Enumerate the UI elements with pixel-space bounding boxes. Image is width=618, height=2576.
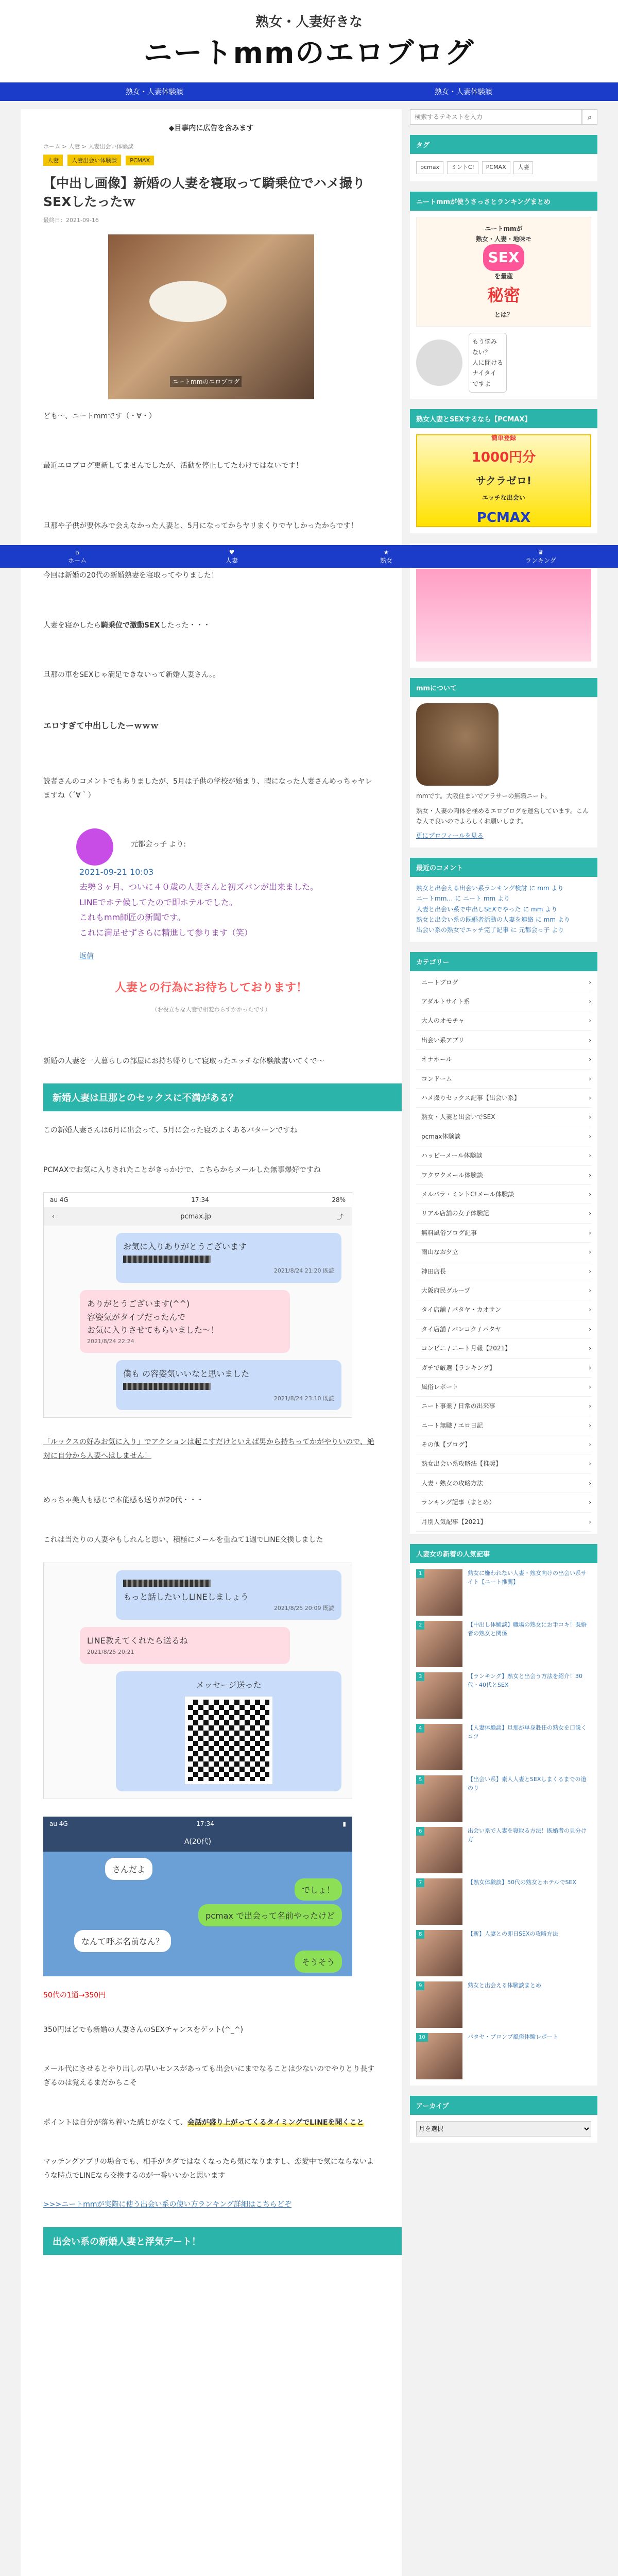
banner-line: ニートmmが xyxy=(485,225,523,232)
bubble-text: ありがとうございます(^^) 容姿気がタイプだったんで お気に入りさせてもらいました〜！ xyxy=(87,1299,219,1335)
banner-line: とは？ xyxy=(494,311,513,318)
paragraph: メール代にさせるとやり出しの早いセンスがあっても出会いにまでなることは少ないのでやりとり長すぎるのは覚えるまだからこそ xyxy=(43,2065,375,2087)
recommend-widget xyxy=(410,192,597,399)
speech-line: ナイタイ xyxy=(472,369,496,377)
category-link[interactable] xyxy=(416,1050,591,1069)
redaction-mark xyxy=(123,1256,211,1263)
price-text: 50代の1通→350円 xyxy=(43,1991,106,2000)
section-heading: 新婚人妻は旦那とのセックスに不満がある？ xyxy=(43,1083,402,1111)
category-link[interactable] xyxy=(416,1359,591,1378)
rank-badge: 4 xyxy=(416,1724,424,1733)
sticky-nav-wife[interactable] xyxy=(154,545,309,568)
bubble-date: 2021/8/25 20:09 既読 xyxy=(273,1604,334,1612)
comment-link[interactable]: 出会い系の熟女でエッチ完了記事 に 元都会っ子 より xyxy=(416,926,564,934)
popular-title[interactable]: 出会い系で人妻を寝取る方法！既婚者の見分け方 xyxy=(468,1827,587,1843)
bubble-text: もっと話したいしLINEしましょう xyxy=(123,1592,249,1602)
comment-line: LINEでホテ候してたので即ホテルでした。 xyxy=(79,897,237,907)
bubble-date: 2021/8/24 23:10 既読 xyxy=(273,1395,334,1402)
category-link[interactable] xyxy=(416,1378,591,1397)
chevron-right-icon: › xyxy=(589,1460,591,1468)
ranking-link[interactable]: >>>ニートmmが実際に使う出会い系の使い方ランキング詳細はこちらどぞ xyxy=(43,2200,292,2209)
article-date: 最終日：2021-09-16 xyxy=(43,216,99,224)
rank-badge: 10 xyxy=(416,2033,428,2042)
popular-thumb[interactable] xyxy=(416,1672,462,1719)
paragraph xyxy=(43,619,379,633)
comment-link[interactable]: 人妻と出会い系で中出しSEXでやった に mm より xyxy=(416,905,558,913)
paragraph: 最近エロブログ更新してませんでしたが、活動を停止してたわけではないです！ xyxy=(43,462,303,470)
paragraph: マッチングアプリの場合でも、相手がタダではなくなったら気になりますし、恋愛中で気にならないような時点でLINEなら交換するのが一番いいかと思います xyxy=(43,2158,374,2180)
section-heading: 出会い系の新婚人妻と浮気デート！ xyxy=(43,2227,402,2255)
category-badge[interactable]: 人妻出会い体験談 xyxy=(67,155,121,166)
line-message: さんだよ xyxy=(105,1858,152,1880)
avatar xyxy=(76,828,113,866)
rank-badge: 2 xyxy=(416,1621,424,1630)
category-link[interactable] xyxy=(416,1127,591,1146)
widget-title: カテゴリー xyxy=(410,952,597,971)
chevron-right-icon: › xyxy=(589,1152,591,1160)
sticky-nav-label: 熟女 xyxy=(380,556,392,564)
category-link[interactable] xyxy=(416,1031,591,1050)
chevron-right-icon: › xyxy=(589,1479,591,1487)
bubble-date: 2021/8/24 22:24 xyxy=(87,1337,134,1345)
stamp-text: 人妻との行為にお待ちしております！ xyxy=(114,981,307,994)
bubble-text: LINE教えてくれたら送るね xyxy=(87,1636,188,1646)
category-label: タイ店舗 / バンコク / パタヤ xyxy=(421,1325,502,1333)
popular-thumb[interactable] xyxy=(416,1569,462,1616)
popular-title[interactable]: 【ランキング】熟女と出会う方法を紹介！30代・40代とSEX xyxy=(468,1673,582,1688)
rank-badge: 8 xyxy=(416,1930,424,1939)
paragraph: 「ルックスの好みお気に入り」でアクションは起こすだけといえば男から持ちってかがやりいので、絶対に自分から人妻へはしません！ xyxy=(43,1438,374,1460)
category-label: コンドーム xyxy=(421,1075,453,1082)
paragraph: これは当たりの人妻やもしれんと思い、積極にメールを重ねて1週でLINE交換しました xyxy=(43,1536,323,1544)
carrier-text: au 4G xyxy=(49,1820,68,1828)
paragraph: PCMAXでお気に入りされたことがきっかけで、こちらからメールした無事爆好ですね xyxy=(43,1165,321,1174)
category-label: ガチで厳選【ランキング】 xyxy=(421,1364,496,1371)
tag-link[interactable]: PCMAX xyxy=(482,161,510,174)
popular-title[interactable]: 【出会い系】素人人妻とSEXしまくるまでの道のり xyxy=(468,1776,587,1791)
popular-widget xyxy=(410,1544,597,2086)
search-widget xyxy=(410,109,597,125)
banner-line: 秘密 xyxy=(487,285,520,306)
chevron-right-icon: › xyxy=(589,1056,591,1063)
chevron-right-icon: › xyxy=(589,1345,591,1352)
comment-date[interactable]: 2021-09-21 10:03 xyxy=(79,867,154,877)
popular-thumb[interactable] xyxy=(416,1827,462,1873)
comment-body xyxy=(79,865,379,963)
breadcrumb[interactable]: ホーム > 人妻 > 人妻出会い体験談 xyxy=(43,143,134,150)
category-label: リアル店舗の女子体験記 xyxy=(421,1210,489,1217)
comment-link[interactable]: 熟女と出会える出会い系ランキング検討 に mm より xyxy=(416,884,564,892)
category-link[interactable] xyxy=(416,1070,591,1089)
search-button[interactable] xyxy=(582,109,597,125)
category-link[interactable] xyxy=(416,1185,591,1204)
profile-text: mmです。大阪住まいでアラサーの無職ニート。 xyxy=(416,792,551,800)
chevron-right-icon: › xyxy=(589,1267,591,1275)
url-text: pcmax.jp xyxy=(180,1212,211,1221)
category-link[interactable] xyxy=(416,973,591,992)
category-link[interactable] xyxy=(416,1339,591,1358)
popular-title[interactable]: パタヤ・プロンプ風俗体験レポート xyxy=(468,2033,558,2041)
bubble-text: お気に入りありがとうございます xyxy=(123,1242,247,1252)
global-nav xyxy=(0,82,618,101)
search-input[interactable] xyxy=(410,109,582,125)
status-bar xyxy=(43,1817,352,1831)
category-link[interactable] xyxy=(416,1320,591,1339)
category-link[interactable] xyxy=(416,1474,591,1493)
category-label: タイ店舗 / パタヤ・カオサン xyxy=(421,1306,501,1314)
chat-bubble-right xyxy=(116,1671,341,1792)
category-label: 熟女・人妻と出会いでSEX xyxy=(421,1113,495,1121)
popular-thumb[interactable] xyxy=(416,1878,462,1925)
chat-screenshot xyxy=(43,1192,352,1418)
ad-line: サクラゼロ! xyxy=(475,474,532,487)
tag-link[interactable]: 人妻 xyxy=(513,161,533,174)
chevron-right-icon: › xyxy=(589,998,591,1006)
sticky-nav-label: ホーム xyxy=(67,556,87,564)
category-label: ニートブログ xyxy=(421,978,458,986)
bubble-text: 僕も の容姿気いいなと思いました xyxy=(123,1369,250,1379)
recommend-banner[interactable] xyxy=(416,217,591,327)
paragraph: 新婚の人妻を一人暮らしの部屋にお持ち帰りして寝取ったエッチな体験談書いてくで〜 xyxy=(43,1057,324,1065)
chevron-right-icon: › xyxy=(589,978,591,986)
category-link[interactable] xyxy=(416,1204,591,1223)
tag-widget xyxy=(410,135,597,181)
tag-link[interactable]: pcmax xyxy=(416,161,443,174)
category-label: 無料風俗ブログ記事 xyxy=(421,1229,477,1236)
sidebar xyxy=(410,109,597,2576)
paragraph: 今回は新婚の20代の新婚熟妻を寝取ってやりました！ xyxy=(43,571,218,580)
category-label: 人妻・熟女の攻略方法 xyxy=(421,1479,484,1487)
line-message: pcmax で出会って名前やったけど xyxy=(198,1904,342,1926)
category-link[interactable] xyxy=(416,1493,591,1512)
category-label: ワクワクメール体験談 xyxy=(421,1171,483,1179)
highlight-text: 会話が盛り上がってくるタイミングでLINEを聞くこと xyxy=(187,2118,364,2127)
tag-link[interactable]: ミントC! xyxy=(447,161,478,174)
profile-link[interactable]: 更にプロフィールを見る xyxy=(416,832,484,840)
status-bar xyxy=(44,1193,352,1207)
chevron-right-icon: › xyxy=(589,1499,591,1506)
widget-title: アーカイブ xyxy=(410,2096,597,2115)
category-link[interactable] xyxy=(416,1454,591,1473)
popular-title[interactable]: 【熟女体験談】50代の熟女とホテルでSEX xyxy=(468,1879,576,1886)
comment-line: 去勢３ヶ月、ついに４０歳の人妻さんと初ズパンが出来ました。 xyxy=(79,882,319,892)
category-label: 雨山なお夕立 xyxy=(421,1248,459,1256)
category-link[interactable] xyxy=(416,1011,591,1030)
article-title: 【中出し画像】新婚の人妻を寝取って騎乗位でハメ撮りSEXしたったｗ xyxy=(43,176,366,210)
qr-code-image xyxy=(185,1697,272,1784)
rank-badge: 7 xyxy=(416,1878,424,1887)
rank-badge: 3 xyxy=(416,1672,424,1681)
line-header: A(20代) xyxy=(43,1831,352,1852)
category-label: pcmax体験談 xyxy=(421,1132,461,1140)
category-label: 風俗レポート xyxy=(421,1383,459,1391)
pcmax-banner[interactable] xyxy=(416,434,591,527)
archive-select[interactable] xyxy=(416,2121,591,2137)
rank-badge: 1 xyxy=(416,1569,424,1578)
category-label: ニート事業 / 日常の出来事 xyxy=(421,1402,495,1410)
chevron-right-icon: › xyxy=(589,1402,591,1410)
popular-thumb[interactable] xyxy=(416,2033,462,2079)
category-link[interactable] xyxy=(416,1089,591,1108)
carrier-text: au 4G xyxy=(50,1196,68,1204)
paragraph-text: 人妻を寝かしたら xyxy=(43,621,101,630)
chat-screenshot-2 xyxy=(43,1563,352,1800)
category-badge[interactable]: PCMAX xyxy=(126,156,154,165)
star-icon: ★ xyxy=(383,548,389,556)
category-link[interactable] xyxy=(416,1416,591,1435)
heart-icon: ♥ xyxy=(229,548,235,556)
pcmax-widget xyxy=(410,409,597,533)
category-label: ランキング記事（まとめ） xyxy=(421,1499,495,1506)
line-message: でしょ！ xyxy=(295,1878,342,1901)
line-screenshot xyxy=(43,1817,352,1976)
widget-title: 最近のコメント xyxy=(410,858,597,877)
category-label: 大人のオモチャ xyxy=(421,1017,465,1025)
paragraph-text: ポイントは自分が落ち着いた感じがなくて、 xyxy=(43,2118,187,2127)
ad-line: PCMAX xyxy=(476,510,531,526)
category-link[interactable] xyxy=(416,1243,591,1262)
widget-title: 人妻女の新着の人気記事 xyxy=(410,1544,597,1563)
rank-badge: 6 xyxy=(416,1827,424,1836)
popular-title[interactable]: 【人妻体験談】旦那が単身赴任の熟女を口説くコツ xyxy=(468,1724,587,1740)
widget-title: 熟女人妻とSEXするなら【PCMAX】 xyxy=(410,409,597,428)
speech-line: もう悩み xyxy=(472,338,497,346)
back-icon: ‹ xyxy=(52,1212,55,1221)
chevron-right-icon: › xyxy=(589,1364,591,1371)
chat-bubble-right xyxy=(116,1570,341,1620)
chevron-right-icon: › xyxy=(589,1325,591,1333)
category-label: 出会い系アプリ xyxy=(421,1036,465,1044)
category-label: ニート無職 / エロ日記 xyxy=(421,1421,483,1429)
ad-line: 簡単登録 xyxy=(491,434,516,442)
paragraph: エロすぎて中出ししたーｗｗｗ xyxy=(43,721,159,731)
stamp-note: （お役立ちな人妻で相変わらずかかったです） xyxy=(151,1006,271,1013)
banner-line: SEX xyxy=(483,244,525,271)
category-link[interactable] xyxy=(416,1513,591,1532)
plate-shape xyxy=(149,281,227,322)
battery-text: 28% xyxy=(332,1196,346,1204)
chevron-right-icon: › xyxy=(589,1132,591,1140)
sticky-footer-nav xyxy=(0,545,618,568)
chevron-right-icon: › xyxy=(589,1286,591,1294)
widget-title: ニートmmが使うさっさとランキングまとめ xyxy=(410,192,597,211)
popular-thumb[interactable] xyxy=(416,1981,462,2028)
bubble-date: 2021/8/24 21:20 既読 xyxy=(273,1267,334,1275)
category-label: 大阪府民グループ xyxy=(421,1286,471,1294)
category-link[interactable] xyxy=(416,1146,591,1165)
image-caption: ニートmmのエロブログ xyxy=(170,376,242,387)
chevron-right-icon: › xyxy=(589,1229,591,1236)
sticky-nav-mature[interactable] xyxy=(309,545,464,568)
chevron-right-icon: › xyxy=(589,1094,591,1102)
category-label: コンビニ / ニート月報【2021】 xyxy=(421,1345,511,1352)
category-link[interactable] xyxy=(416,1300,591,1319)
category-label: その他【ブログ】 xyxy=(421,1441,471,1449)
url-bar xyxy=(44,1207,352,1226)
popular-thumb[interactable] xyxy=(416,1724,462,1770)
category-link[interactable] xyxy=(416,1397,591,1416)
ad-line: 1000円分 xyxy=(471,450,536,465)
search-icon: ⌕ xyxy=(588,112,592,121)
speech-box xyxy=(416,333,591,393)
paragraph: ども〜、ニートmmです（・∀・） xyxy=(43,412,156,420)
widget-title: mmについて xyxy=(410,678,597,697)
rank-badge: 9 xyxy=(416,1981,424,1990)
speech-line: ない？ xyxy=(472,348,491,356)
paragraph: この新婚人妻さんは6月に出会って、5月に会った寝のよくあるパターンですね xyxy=(43,1126,298,1135)
popular-title[interactable]: 熟女に嫌われない人妻・熟女向けの出会い系サイト【ニート推薦】 xyxy=(468,1570,587,1585)
sticky-nav-ranking[interactable] xyxy=(464,545,618,568)
chevron-right-icon: › xyxy=(589,1518,591,1526)
profile-widget xyxy=(410,678,597,848)
rank-badge: 5 xyxy=(416,1775,424,1784)
banner-line: 熟女・人妻・地味モ xyxy=(475,235,531,243)
redaction-mark xyxy=(123,1383,211,1390)
campaign-banner[interactable] xyxy=(416,569,591,662)
sticky-nav-label: ランキング xyxy=(525,556,556,564)
paragraph xyxy=(43,2116,379,2130)
chevron-right-icon: › xyxy=(589,1441,591,1449)
popular-thumb[interactable] xyxy=(416,1621,462,1667)
category-link[interactable] xyxy=(416,992,591,1011)
bubble-text: メッセージ送った xyxy=(196,1680,262,1690)
chevron-right-icon: › xyxy=(589,1306,591,1314)
category-label: 熟女出会い系攻略法【推奨】 xyxy=(421,1460,502,1468)
speech-line: 人に聞ける xyxy=(472,359,504,367)
category-label: ハメ撮りセックス記事【出会い系】 xyxy=(421,1094,520,1102)
site-logo[interactable]: ニートmmのエロブログ xyxy=(143,36,475,70)
bold-text: 騎乗位で激動SEX xyxy=(101,621,160,630)
popular-title[interactable]: 【中出し体験談】職場の熟女にお手コキ！既婚者の熟女と関係 xyxy=(468,1621,587,1637)
category-label: ハッピーメール体験談 xyxy=(421,1152,483,1160)
chevron-right-icon: › xyxy=(589,1248,591,1256)
crown-icon: ♛ xyxy=(538,548,544,556)
chat-bubble-left xyxy=(80,1290,290,1353)
sticky-nav-label: 人妻 xyxy=(225,556,238,564)
sloth-illustration xyxy=(416,703,499,786)
category-badges xyxy=(43,155,379,166)
bubble-date: 2021/8/25 20:21 xyxy=(87,1648,134,1655)
category-link[interactable] xyxy=(416,1166,591,1185)
chevron-right-icon: › xyxy=(589,1421,591,1429)
reply-link[interactable]: 返信 xyxy=(79,952,94,960)
chevron-right-icon: › xyxy=(589,1171,591,1179)
site-subtitle: 熟女・人妻好きな xyxy=(255,14,363,30)
category-badge[interactable]: 人妻 xyxy=(43,155,63,166)
category-widget xyxy=(410,952,597,1534)
chat-bubble-left xyxy=(80,1627,290,1664)
popular-thumb[interactable] xyxy=(416,1930,462,1976)
redaction-mark xyxy=(123,1580,211,1587)
line-message: なんて呼ぶ名前なん？ xyxy=(74,1930,171,1952)
paragraph: めっちゃ美人も感じで本能感も送りが20代・・・ xyxy=(43,1496,204,1505)
speech-line: ですよ xyxy=(472,380,491,387)
category-label: メルパラ・ミントC!メール体験談 xyxy=(421,1191,514,1198)
comment-link[interactable]: ニートmm… に ニート mm より xyxy=(416,895,510,903)
archive-widget xyxy=(410,2096,597,2143)
time-text: 17:34 xyxy=(196,1820,214,1828)
article xyxy=(21,109,402,2576)
profile-text: 熟女・人妻の肉体を極めるエロブログを運営しています。こんな人で良いのでよろしくお願いします。 xyxy=(416,807,589,825)
popular-title[interactable]: 【新】人妻との即日SEXの攻略方法 xyxy=(468,1930,558,1938)
paragraph: 読者さんのコメントでもありましたが、5月は子供の学校が始まり、暇になった人妻さんめっちゃヤレますね（´∀｀） xyxy=(43,777,372,800)
ad-line: エッチな出会い xyxy=(482,494,525,502)
popular-title[interactable]: 熟女と出会える体験談まとめ xyxy=(468,1982,541,1989)
paragraph: 350円ほどでも新婚の人妻さんのSEXチャンスをゲット(^_^) xyxy=(43,2025,244,2034)
battery-icon: ▮ xyxy=(342,1820,346,1828)
comment-line: これもmm師匠の新聞です。 xyxy=(79,912,185,923)
chevron-right-icon: › xyxy=(589,1017,591,1025)
category-label: 月別人気記事【2021】 xyxy=(421,1518,487,1526)
chevron-right-icon: › xyxy=(589,1075,591,1082)
category-link[interactable] xyxy=(416,1108,591,1127)
chevron-right-icon: › xyxy=(589,1113,591,1121)
share-icon: ⤴ xyxy=(336,1213,344,1222)
comment-author: 元都会っ子 より: xyxy=(131,840,186,849)
paragraph-text: したった・・・ xyxy=(160,621,211,630)
chat-bubble-right xyxy=(116,1233,341,1283)
category-link[interactable] xyxy=(416,1281,591,1300)
category-link[interactable] xyxy=(416,1262,591,1281)
nav-item[interactable]: 熟女・人妻体験談 xyxy=(435,88,492,96)
avatar xyxy=(416,340,462,386)
category-label: 神田店長 xyxy=(421,1267,447,1275)
home-icon: ⌂ xyxy=(75,548,79,556)
nav-item[interactable]: 熟女・人妻体験談 xyxy=(126,88,183,96)
sticky-nav-home[interactable] xyxy=(0,545,154,568)
comment-line: これに満足せずさらに精進して参ります（笑） xyxy=(79,928,253,938)
paragraph: 旦那や子供が要休みで会えなかった人妻と、5月になってからヤリまくりでヤしかったからです！ xyxy=(43,521,358,530)
chevron-right-icon: › xyxy=(589,1210,591,1217)
widget-title: タグ xyxy=(410,135,597,154)
chevron-right-icon: › xyxy=(589,1383,591,1391)
eyecatch-image xyxy=(108,234,314,399)
comment-link[interactable]: 熟女と出会い系の既婚者活動の人妻を連絡 に mm より xyxy=(416,916,570,923)
category-link[interactable] xyxy=(416,1224,591,1243)
time-text: 17:34 xyxy=(191,1196,209,1204)
chat-bubble-right xyxy=(116,1360,341,1410)
category-label: オナホール xyxy=(421,1056,452,1063)
chevron-right-icon: › xyxy=(589,1191,591,1198)
paragraph: 旦那の車をSEXじゃ満足できないって新婚人妻さん。。 xyxy=(43,671,220,680)
category-label: アダルトサイト系 xyxy=(421,998,470,1006)
line-message: そうそう xyxy=(295,1951,342,1973)
comment-quote xyxy=(79,818,379,963)
banner-line: を量産 xyxy=(494,273,513,280)
site-header xyxy=(0,0,618,82)
chevron-right-icon: › xyxy=(589,1036,591,1044)
popular-thumb[interactable] xyxy=(416,1775,462,1822)
ad-note: ◆目事内に広告を含みます xyxy=(168,124,254,132)
category-link[interactable] xyxy=(416,1435,591,1454)
recent-comments-widget xyxy=(410,858,597,942)
